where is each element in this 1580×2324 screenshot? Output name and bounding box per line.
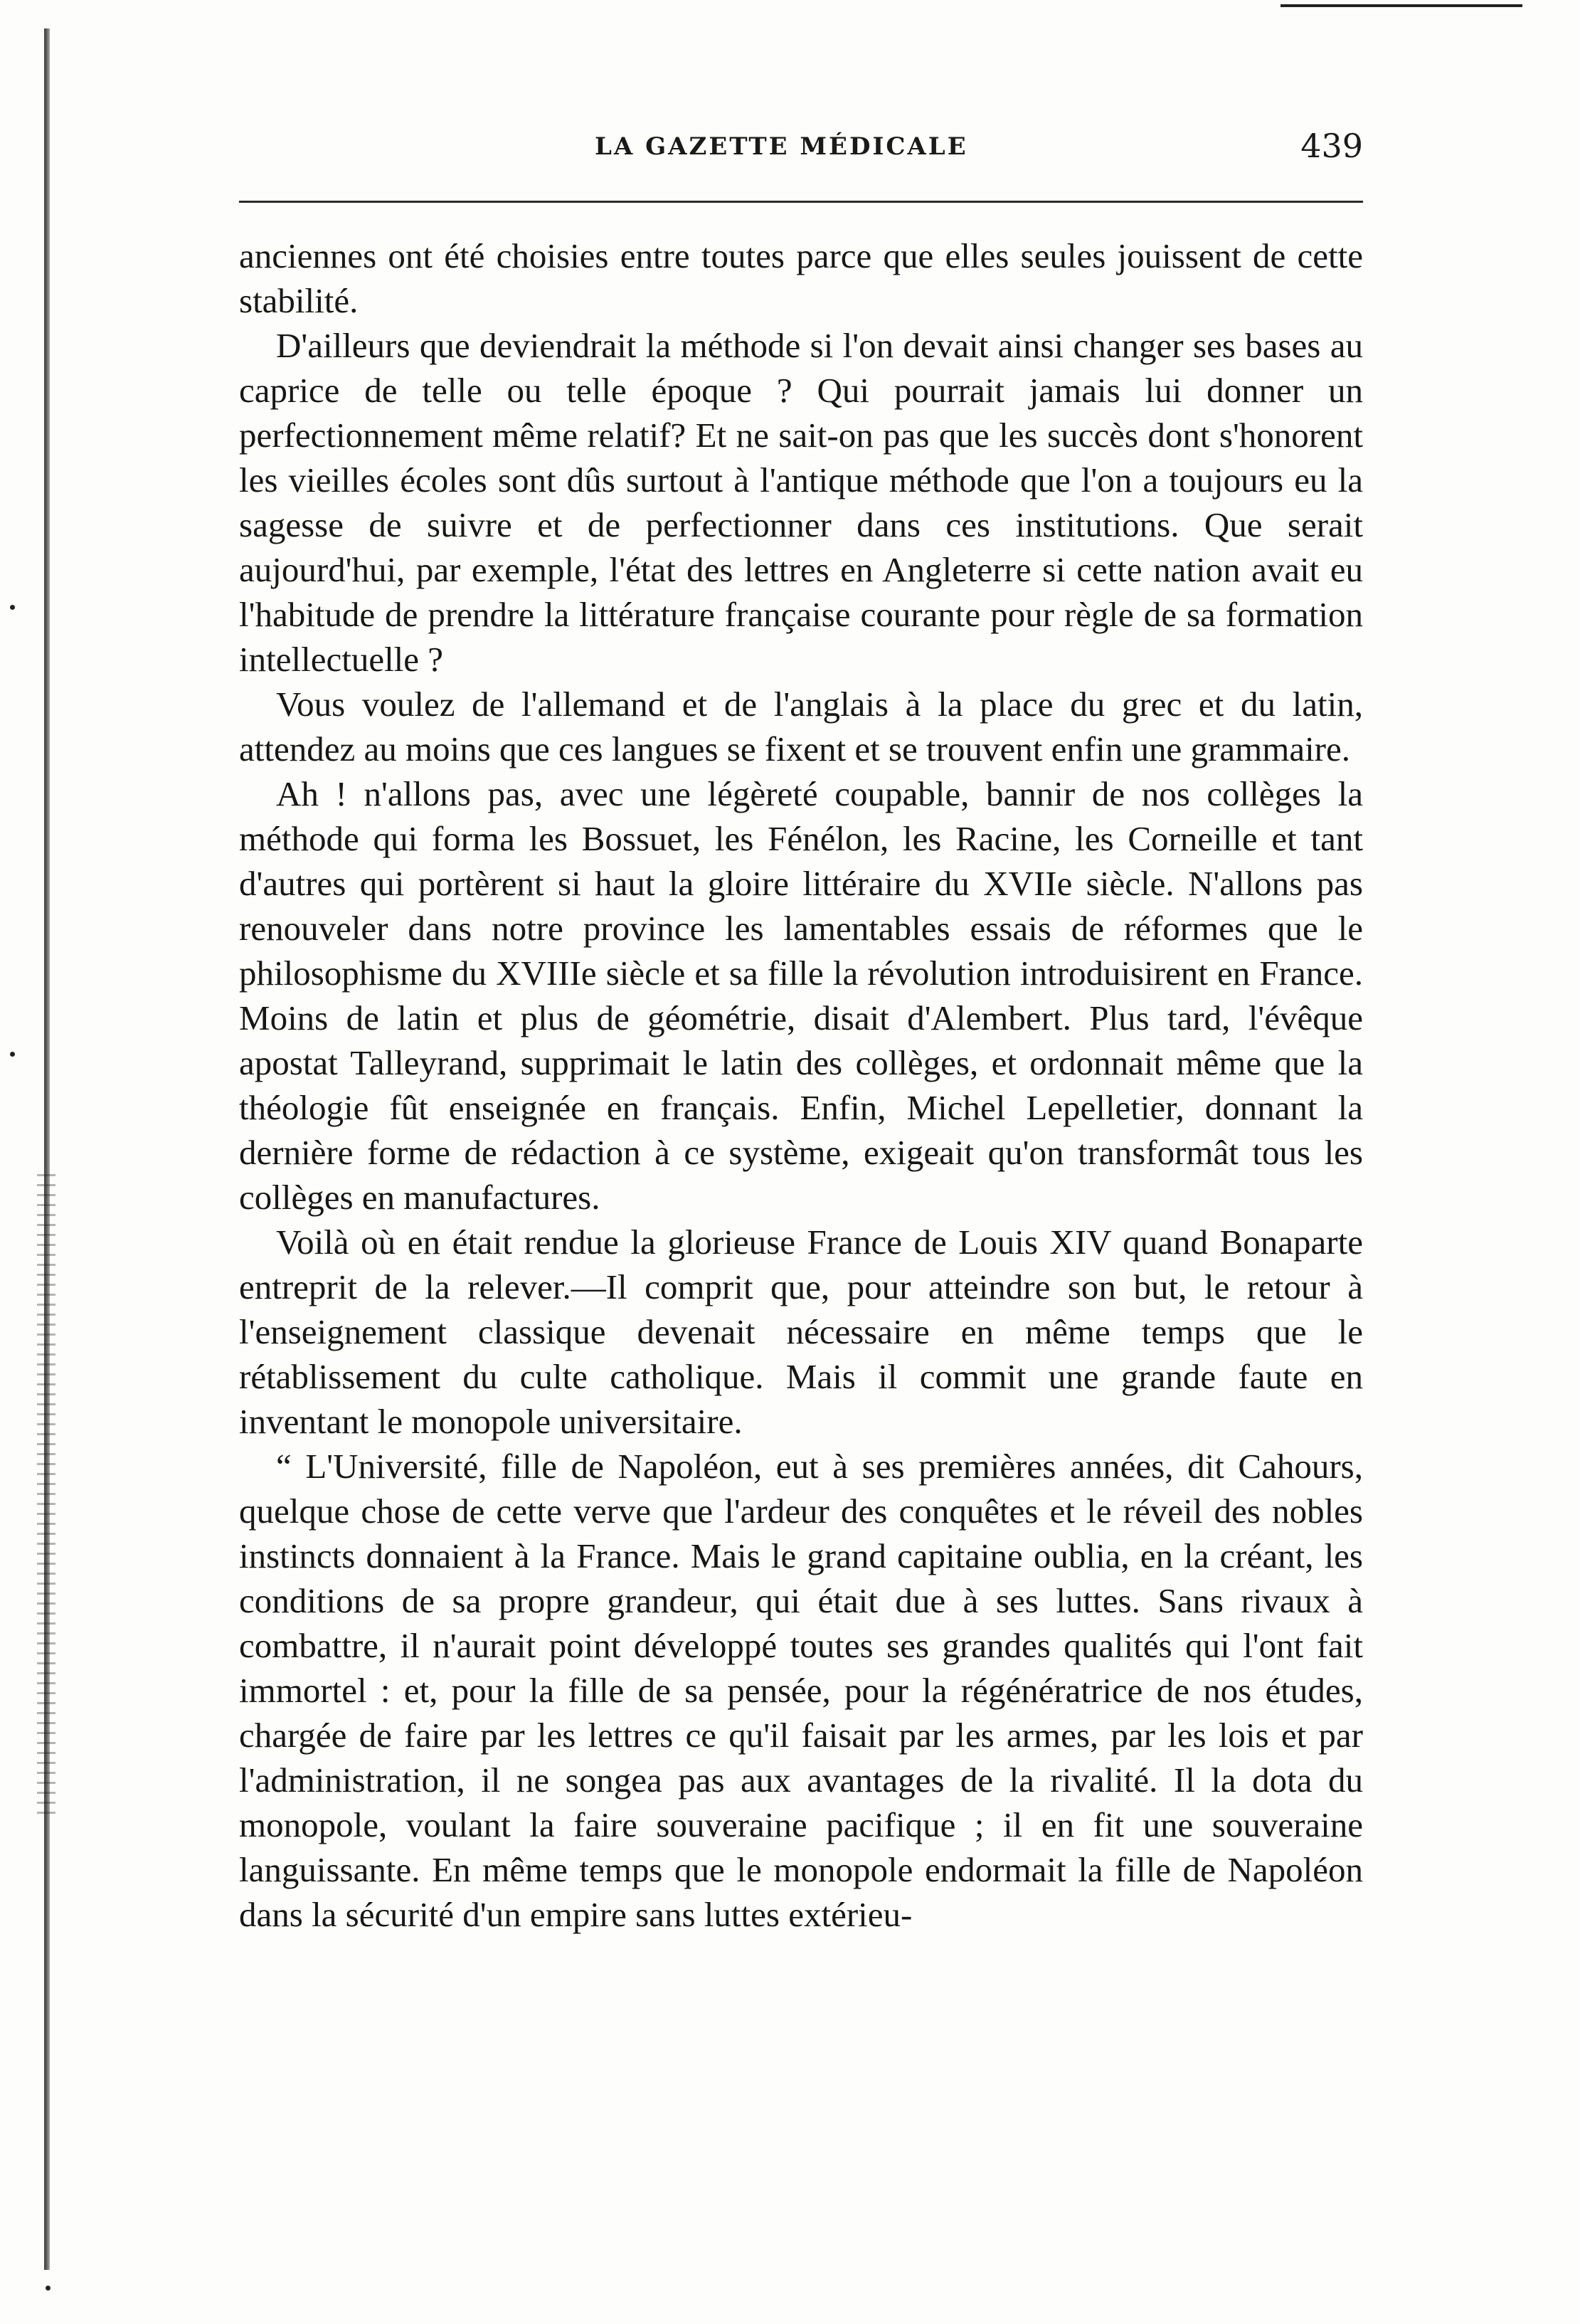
margin-speck bbox=[10, 605, 15, 610]
paragraph: Ah ! n'allons pas, avec une légèreté coupable, bannir de nos collèges la méthode qui forma les Bossuet, les Fénélon, les Racine, les Corneille et tant d'autres qui portèrent si haut la gloire littéraire du XVIIe siècle. N'allons pas renouveler dans notre province les lamentables essais de réformes que le philosophisme du XVIIIe siècle et sa fille la révolution introduisirent en France. Moins de latin et plus de géométrie, disait d'Alembert. Plus tard, l'évêque apostat Talleyrand, supprimait le latin des collèges, et ordonnait même que la théologie fût enseignée en français. Enfin, Michel Lepelletier, donnant la dernière forme de rédaction à ce système, exigeait qu'on transformât tous les collèges en manufactures. bbox=[239, 774, 1363, 1217]
body-text bbox=[239, 233, 1363, 1937]
margin-speck bbox=[10, 1052, 15, 1057]
page-number: 439 bbox=[1300, 127, 1363, 165]
header-rule bbox=[239, 201, 1363, 203]
top-edge-rule bbox=[1281, 4, 1522, 7]
margin-speck bbox=[46, 2286, 51, 2291]
paragraph: D'ailleurs que deviendrait la méthode si l'on devait ainsi changer ses bases au caprice de telle ou telle époque ? Qui pourrait jamais lui donner un perfectionnement même relatif? Et ne sait-on pas que les succès dont s'honorent les vieilles écoles sont dûs surtout à l'antique méthode que l'on a toujours eu la sagesse de suivre et de perfectionner dans ces institutions. Que serait aujourd'hui, par exemple, l'état des lettres en Angleterre si cette nation avait eu l'habitude de prendre la littérature française courante pour règle de sa formation intellectuelle ? bbox=[239, 326, 1363, 679]
paragraph: “ L'Université, fille de Napoléon, eut à ses premières années, dit Cahours, quelque chose de cette verve que l'ardeur des conquêtes et le réveil des nobles instincts donnaient à la France. Mais le grand capitaine oublia, en la créant, les conditions de sa propre grandeur, qui était due à ses luttes. Sans rivaux à combattre, il n'aurait point développé toutes ses grandes qualités qui l'ont fait immortel : et, pour la fille de sa pensée, pour la régénératrice de nos études, chargée de faire par les lettres ce qu'il faisait par les armes, par les lois et par l'administration, il ne songea pas aux avantages de la rivalité. Il la dota du monopole, voulant la faire souveraine pacifique ; il en fit une souveraine languissante. En même temps que le monopole endormait la fille de Napoléon dans la sécurité d'un empire sans luttes extérieu- bbox=[239, 1447, 1363, 1934]
paragraph: anciennes ont été choisies entre toutes parce que elles seules jouissent de cette stabilité. bbox=[239, 236, 1363, 320]
binding-edge bbox=[44, 28, 50, 2270]
paragraph: Vous voulez de l'allemand et de l'anglais à la place du grec et du latin, attendez au moins que ces langues se fixent et se trouvent enfin une grammaire. bbox=[239, 685, 1363, 768]
running-title: LA GAZETTE MÉDICALE bbox=[595, 132, 968, 161]
binding-specks bbox=[37, 1174, 55, 1815]
paragraph: Voilà où en était rendue la glorieuse France de Louis XIV quand Bonaparte entreprit de la relever.—Il comprit que, pour atteindre son but, le retour à l'enseignement classique devenait nécessaire en même temps que le rétablissement du culte catholique. Mais il commit une grande faute en inventant le monopole universitaire. bbox=[239, 1222, 1363, 1441]
page-header bbox=[239, 127, 1370, 175]
